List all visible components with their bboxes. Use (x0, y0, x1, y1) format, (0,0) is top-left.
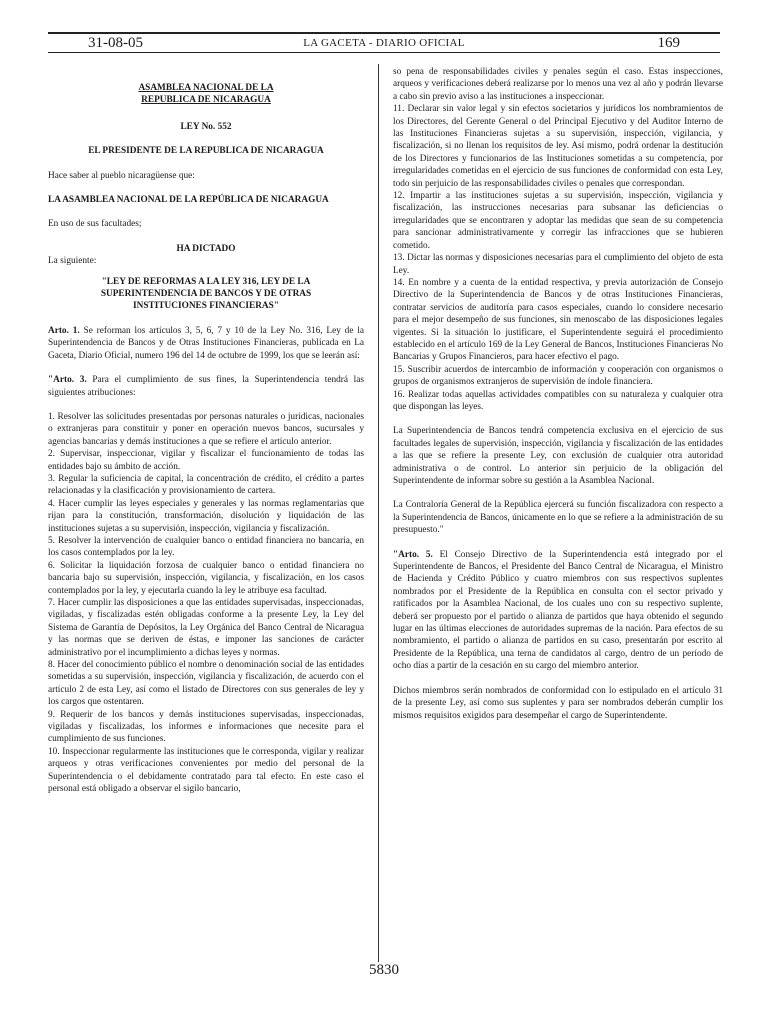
publication-title: LA GACETA - DIARIO OFICIAL (303, 37, 465, 49)
list-item: 13. Dictar las normas y disposiciones necesarias para el cumplimiento del objeto de esta Ley. (393, 253, 723, 276)
page-number: 169 (657, 35, 680, 51)
article-3 (48, 374, 364, 399)
announcement: Hace saber al pueblo nicaragüense que: (48, 170, 195, 181)
article-1-text: Se reforman los artículos 3, 5, 6, 7 y 10 de la Ley No. 316, Ley de la Superintendencia de Bancos y de Otras Instituciones Financieras, publicada en La Gaceta, Diario Oficial, numero 196 del 14 de octubre de 1999, los que se leerán así: (48, 325, 364, 361)
list-item: 12. Impartir a las instituciones sujetas a su supervisión, inspección, vigilancia y fiscalización, las instrucciones necesarias para subsanar las deficiencias o irregularidades que se encontraren y adoptar las medidas que sean de su competencia para sancionar administrativamente y corregir las infracciones que se hubieren cometido. (393, 191, 723, 251)
article-3-text: Para el cumplimiento de sus fines, la Superintendencia tendrá las siguientes atribuciones: (48, 375, 364, 398)
article-5-text: El Consejo Directivo de la Superintendencia está integrado por el Superintendente de Bancos, el Presidente del Banco Central de Nicaragua, el Ministro de Hacienda y Crédito Público y cuatro miembros con sus respectivos suplentes nombrados por el Presidente de la República en consulta con el sector privado y ratificados por la Asamblea Nacional, de los cuales uno con su respectivo suplente, deberá ser propuesto por el partido o alianza de partidos que haya obtenido el segundo lugar en las últimas elecciones de autoridades supremas de la nación. Para efectos de su nombramiento, el partido o alianza de partidos en su caso, presentarán por escrito al Presidente de la República, una terna de candidatos al cargo, dentro de un período de ocho días a partir de la cesación en su cargo del miembro anterior. (393, 549, 723, 672)
header-top-rule (48, 32, 720, 34)
article-5-label: "Arto. 5. (393, 549, 433, 560)
contraloria-paragraph: La Contraloría General de la República ejercerá su función fiscalizadora con respecto a la Superintendencia de Bancos, únicamente en lo que se refiere a la administración de su presupuesto." (393, 500, 723, 536)
list-item: 4. Hacer cumplir las leyes especiales y generales y las normas reglamentarias que rijan para la constitución, transformación, disolución y liquidación de las instituciones sujetas a su supervisión, inspección, vigilancia y fiscalización. (48, 498, 364, 534)
column-divider (378, 64, 379, 962)
members-paragraph: Dichos miembros serán nombrados de conformidad con lo estipulado en el artículo 31 de la presente Ley, así como sus suplentes y para ser nombrados deberán cumplir los mismos requisitos exigidos para desempeñar el cargo de Superintendente. (393, 685, 723, 721)
list-item: 1. Resolver las solicitudes presentadas por personas naturales o jurídicas, nacionales o extranjeras para constituir y poner en operación nuevos bancos, sucursales y agencias bancarias y demás instituciones a que se refiere el artículo anterior. (48, 411, 364, 447)
page-header (48, 32, 720, 54)
list-item: 9. Requerir de los bancos y demás instituciones supervisadas, inspeccionadas, vigiladas y fiscalizadas, los informes e informaciones que necesite para el cumplimiento de sus funciones. (48, 709, 364, 745)
assembly-full-heading: LA ASAMBLEA NACIONAL DE LA REPÚBLICA DE NICARAGUA (48, 195, 329, 206)
list-item: 11. Declarar sin valor legal y sin efectos societarios y jurídicos los nombramientos de los Directores, del Gerente General o del Principal Ejecutivo y del Auditor Interno de las Instituciones Financieras sujetas a su supervisión, inspección, vigilancia, y fiscalización, si no llenan los requisitos de ley. Así mismo, podrá ordenar la destitución de los Directores y funcionarios de las Instituciones sometidas a su competencia, por irregularidades cometidas en el ejercicio de sus funciones de conformidad con esta Ley, todo sin perjuicio de las responsabilidades civiles o penales que correspondan. (393, 104, 723, 189)
right-column (393, 66, 723, 722)
list-item: 14. En nombre y a cuenta de la entidad respectiva, y previa autorización de Consejo Directivo de la Superintendencia de Bancos y de otras Instituciones Financieras, contratar servicios de auditoría para casos especiales, cuando lo considere necesario para el mejor desempeño de sus funciones, sin menoscabo de las disposiciones legales vigentes. Si la situación lo justificare, el Superintendente seguirá el procedimiento establecido en el artículo 169 de la Ley General de Bancos, Instituciones Financieras No Bancarias y Grupos Financieros, para hacer efectivo el pago. (393, 277, 723, 363)
left-column (48, 66, 364, 796)
issue-date: 31-08-05 (88, 35, 143, 51)
list-item: 8. Hacer del conocimiento público el nombre o denominación social de las entidades sometidas a su supervisión, inspección, vigilancia y fiscalización, de acuerdo con el artículo 2 de esta Ley, así como el listado de Directores con sus generales de ley y los cargos que ostentaren. (48, 660, 364, 708)
president-heading: EL PRESIDENTE DE LA REPUBLICA DE NICARAGUA (88, 146, 324, 157)
article-1-label: Arto. 1. (48, 325, 80, 336)
law-number: LEY No. 552 (180, 121, 232, 132)
list-item: 2. Supervisar, inspeccionar, vigilar y fiscalizar el funcionamiento de todas las entidades bajo su ámbito de acción. (48, 449, 364, 472)
assembly-heading-line1: ASAMBLEA NACIONAL DE LA (138, 83, 274, 93)
decreed-heading: HA DICTADO (176, 243, 236, 254)
article-5 (393, 549, 723, 673)
list-item-continued: so pena de responsabilidades civiles y penales según el caso. Estas inspecciones, arqueos y verificaciones deberá realizarse por lo menos una vez al año y podrán llevarse a cabo sin previo aviso a las instituciones a inspeccionar. (393, 67, 723, 102)
assembly-heading-line2: REPUBLICA DE NICARAGUA (141, 95, 271, 106)
list-item: 3. Regular la suficiencia de capital, la concentración de crédito, el crédito a partes relacionadas y la clasificación y provisionamiento de cartera. (48, 473, 364, 497)
list-item: 7. Hacer cumplir las disposiciones a que las entidades supervisadas, inspeccionadas, vigiladas, y fiscalizadas estén obligadas conforme a la presente Ley, la Ley del Sistema de Garantía de Depósitos, la Ley Orgánica del Banco Central de Nicaragua y las normas que se deriven de éstas, e imponer las sanciones de carácter administrativo por el incumplimiento a dichas leyes y normas. (48, 598, 364, 658)
footer-page-number: 5830 (369, 962, 399, 978)
list-item: 10. Inspeccionar regularmente las instituciones que le corresponda, vigilar y realizar arqueos y otras verificaciones convenientes por medio del personal de la Superintendencia o el debidamente contratado para tal efecto. En este caso el personal está obligado a observar el sigilo bancario, (48, 746, 364, 795)
list-item: 5. Resolver la intervención de cualquier banco o entidad financiera no bancaria, en los casos contemplados por la ley. (48, 535, 364, 559)
list-item: 16. Realizar todas aquellas actividades compatibles con su naturaleza y cualquier otra que dispongan las leyes. (393, 389, 723, 412)
list-item: 15. Suscribir acuerdos de intercambio de información y cooperación con organismos o grupos de organismos extranjeros de supervisión de índole financiera. (393, 364, 723, 388)
faculties-text: En uso de sus facultades; (48, 219, 142, 230)
header-bottom-rule (48, 52, 720, 53)
article-1 (48, 325, 364, 362)
article-3-label: "Arto. 3. (48, 375, 87, 386)
competence-paragraph: La Superintendencia de Bancos tendrá competencia exclusiva en el ejercicio de sus facultades legales de supervisión, inspección, vigilancia y fiscalización de las entidades a las que se refiere la presente Ley, con exclusión de cualquier otra autoridad administrativa o de control. Lo anterior sin perjuicio de la obligación del Superintendente de informar sobre su gestión a la Asamblea Nacional. (393, 426, 723, 486)
following-text: La siguiente: (48, 256, 97, 267)
list-item: 6. Solicitar la liquidación forzosa de cualquier banco o entidad financiera no bancaria bajo su supervisión, inspección, vigilancia, y fiscalización, en los casos contemplados por la ley, y ejecutarla cuando la ley le atribuye esa facultad. (48, 560, 364, 596)
law-title: "LEY DE REFORMAS A LA LEY 316, LEY DE LA SUPERINTENDENCIA DE BANCOS Y DE OTRAS INSTITUCIONES FINANCIERAS" (100, 276, 312, 312)
